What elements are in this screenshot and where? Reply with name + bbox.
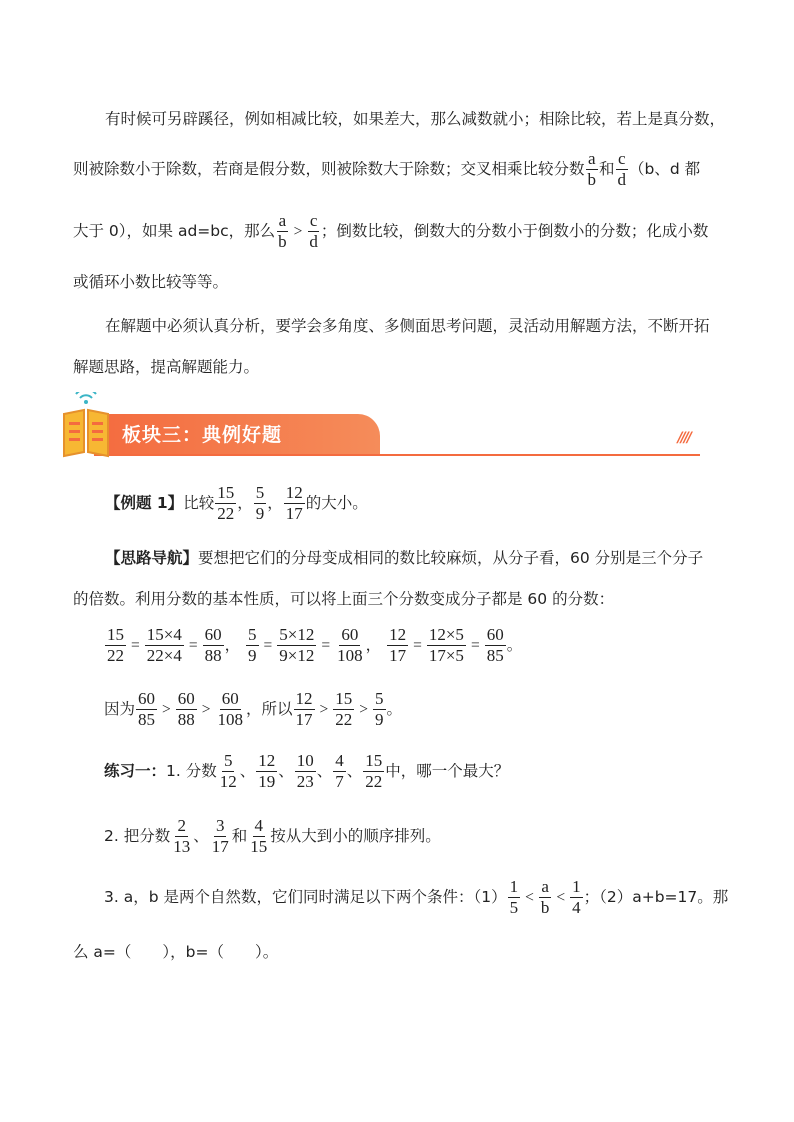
banner-rule: [94, 454, 700, 456]
numerator: 1: [509, 877, 519, 896]
intro-line-3: [73, 212, 734, 251]
numerator: 3: [215, 816, 225, 835]
fraction-1-4: [570, 878, 583, 917]
calc-eq: =: [321, 636, 331, 654]
intro-line-2: [73, 150, 734, 189]
intro-p1-l2c: （b、d 都: [629, 159, 701, 178]
calc-eq: =: [131, 636, 140, 654]
numerator: 12: [295, 689, 313, 708]
section-title: 板块三：典例好题: [122, 424, 283, 446]
denominator: 88: [204, 645, 222, 665]
calc-so: 所以: [261, 699, 293, 718]
numerator: 60: [204, 625, 222, 644]
denominator: 13: [173, 836, 191, 856]
numerator: a: [587, 149, 596, 168]
hint-l2: 的倍数。利用分数的基本性质，可以将上面三个分数变成分子都是 60 的分数：: [73, 590, 615, 608]
numerator: c: [309, 211, 318, 230]
calc-gt: >: [359, 700, 369, 718]
numerator: 60: [177, 689, 195, 708]
calc-line: [104, 626, 734, 665]
intro-p1-l3a: 大于 0），如果 ad=bc，那么: [73, 221, 276, 240]
denominator: 17: [295, 709, 313, 729]
numerator: 5: [223, 751, 233, 770]
example-1: [105, 484, 734, 523]
denominator: 12: [219, 771, 237, 791]
calc-period: 。: [506, 635, 523, 654]
calc-period: 。: [386, 699, 403, 718]
numerator: 1: [572, 877, 581, 896]
fraction-1-5: [508, 878, 521, 917]
numerator: 12: [285, 483, 303, 502]
fraction-12-17: [294, 690, 315, 729]
denominator: d: [309, 231, 318, 251]
practice-q3-b: ；（2）a+b=17。那: [583, 887, 729, 906]
calc-lt: <: [556, 888, 566, 906]
numerator: 15×4: [146, 625, 182, 644]
denominator: 85: [486, 645, 504, 665]
numerator: 5: [375, 689, 384, 708]
fraction-15-22: [215, 484, 236, 523]
numerator: 5: [248, 625, 257, 644]
numerator: 60: [221, 689, 239, 708]
intro-para2-line-2: [73, 355, 734, 377]
fraction-5-9: [246, 626, 259, 665]
practice-q1: [104, 752, 734, 791]
denominator: 85: [138, 709, 156, 729]
numerator: 15: [335, 689, 353, 708]
calc-gt: >: [162, 700, 171, 718]
fraction-5-9: [373, 690, 386, 729]
practice-q1-b: 中，哪一个最大？: [385, 761, 510, 780]
fraction-12x5-17x5: [427, 626, 466, 665]
intro-p1-l3b: ；倒数比较，倒数大的分数小于倒数小的分数；化成小数: [320, 221, 709, 240]
fraction-a-b: [539, 878, 552, 917]
fraction-12-17: [284, 484, 305, 523]
fraction-c-d: [307, 212, 320, 251]
numerator: a: [278, 211, 287, 230]
calc-eq: =: [413, 636, 422, 654]
fraction-60-88: [176, 690, 197, 729]
denominator: 22: [217, 503, 235, 523]
practice-q2-b: 和: [231, 826, 248, 845]
practice-q2-a: 2. 把分数: [104, 826, 171, 845]
numerator: 4: [254, 816, 263, 835]
fraction-10-23: [295, 752, 316, 791]
practice-q2-c: 按从大到小的顺序排列。: [270, 826, 441, 845]
numerator: 5×12: [279, 625, 315, 644]
calc-eq: =: [470, 636, 480, 654]
fraction-4-15: [248, 817, 269, 856]
practice-q3-l2: 么 a=（ ），b=（ ）。: [73, 943, 279, 961]
denominator: b: [278, 231, 287, 251]
fraction-a-b: [276, 212, 289, 251]
practice-q2: [104, 817, 734, 856]
fraction-c-d: [616, 150, 629, 189]
hint-label: 【思路导航】: [105, 549, 199, 567]
fraction-15-22: [105, 626, 126, 665]
numerator: a: [541, 877, 549, 896]
calc-comma: ，: [246, 699, 262, 718]
numerator: 10: [296, 751, 314, 770]
denominator: 17: [211, 836, 229, 856]
intro-line-4: [73, 270, 734, 292]
intro-p1-l4: 或循环小数比较等等。: [73, 273, 229, 291]
calc-eq: =: [263, 636, 273, 654]
practice-sep: 、: [278, 761, 294, 780]
fraction-a-b: [586, 150, 599, 189]
denominator: 5: [509, 897, 519, 917]
intro-p1-l1: 有时候可另辟蹊径，例如相减比较，如果差大，那么减数就小；相除比较，若上是真分数，: [105, 110, 726, 128]
practice-sep: 、: [193, 826, 209, 845]
calc-gt: >: [293, 222, 303, 240]
hint-line-2: [73, 587, 734, 609]
calc-gt: >: [201, 700, 211, 718]
numerator: 12: [258, 751, 276, 770]
fraction-5-12: [218, 752, 239, 791]
fraction-4-7: [333, 752, 346, 791]
book-icon: [60, 392, 112, 458]
denominator: 4: [572, 897, 581, 917]
denominator: 108: [217, 709, 244, 729]
example-comma: ，: [267, 493, 283, 512]
denominator: b: [540, 897, 550, 917]
practice-sep: 、: [239, 761, 256, 780]
compare-line: [104, 690, 734, 729]
denominator: 17×5: [428, 645, 464, 665]
hint-line-1: [105, 546, 734, 568]
denominator: 9×12: [279, 645, 315, 665]
denominator: 22: [335, 709, 353, 729]
numerator: 15: [107, 625, 124, 644]
numerator: 15: [365, 751, 383, 770]
fraction-3-17: [210, 817, 231, 856]
practice-q3: [104, 878, 734, 917]
intro-p2-l2: 解题思路，提高解题能力。: [73, 358, 260, 376]
practice-q1-a: 1. 分数: [166, 761, 217, 780]
intro-p2-l1: 在解题中必须认真分析，要学会多角度、多侧面思考问题，灵活动用解题方法，不断开拓: [105, 317, 710, 335]
numerator: 4: [335, 751, 344, 770]
numerator: c: [618, 149, 626, 168]
fraction-12-19: [256, 752, 277, 791]
denominator: 22×4: [146, 645, 182, 665]
fraction-12-17: [387, 626, 408, 665]
denominator: b: [587, 169, 597, 189]
hint-l1: 要想把它们的分母变成相同的数比较麻烦，从分子看，60 分别是三个分子: [198, 549, 704, 567]
calc-because: 因为: [104, 699, 136, 718]
denominator: 9: [255, 503, 265, 523]
practice-q3-a: 3. a，b 是两个自然数，它们同时满足以下两个条件：（1）: [104, 887, 507, 906]
fraction-15-22: [363, 752, 384, 791]
calc-comma: ，: [224, 635, 241, 654]
calc-comma: ，: [365, 635, 382, 654]
fraction-60-108: [335, 626, 365, 665]
denominator: 88: [177, 709, 195, 729]
numerator: 2: [177, 816, 186, 835]
example-comma: ，: [237, 493, 253, 512]
intro-p1-l2b: 和: [599, 159, 615, 178]
example-text-b: 的大小。: [305, 493, 368, 512]
denominator: 23: [296, 771, 314, 791]
fraction-2-13: [171, 817, 192, 856]
calc-eq: =: [188, 636, 198, 654]
fraction-60-85: [485, 626, 506, 665]
intro-para2-line-1: [105, 314, 734, 336]
intro-p1-l2a: 则被除数小于除数，若商是假分数，则被除数大于除数；交叉相乘比较分数: [73, 159, 585, 178]
fraction-15-22: [333, 690, 354, 729]
fraction-60-88: [203, 626, 224, 665]
example-label: 【例题 1】: [105, 493, 184, 512]
numerator: 12: [389, 625, 407, 644]
denominator: 17: [389, 645, 407, 665]
denominator: 19: [258, 771, 276, 791]
fraction-60-108: [216, 690, 246, 729]
denominator: 17: [285, 503, 303, 523]
practice-q3-line-2: [73, 940, 734, 962]
practice-label: 练习一：: [104, 761, 167, 780]
numerator: 5: [255, 483, 265, 502]
fraction-5-9: [254, 484, 267, 523]
practice-sep: 、: [346, 761, 363, 780]
banner-slashes: ////: [677, 430, 690, 446]
fraction-5x12-9x12: [277, 626, 316, 665]
denominator: 22: [365, 771, 383, 791]
intro-line-1: [105, 107, 734, 129]
numerator: 15: [217, 483, 235, 502]
denominator: 22: [107, 645, 124, 665]
denominator: d: [617, 169, 627, 189]
fraction-15x4-22x4: [145, 626, 184, 665]
numerator: 60: [341, 625, 359, 644]
denominator: 7: [335, 771, 344, 791]
fraction-60-85: [136, 690, 157, 729]
denominator: 9: [248, 645, 257, 665]
calc-gt: >: [319, 700, 329, 718]
practice-sep: 、: [316, 761, 333, 780]
section-banner: [60, 392, 700, 462]
numerator: 60: [486, 625, 504, 644]
numerator: 12×5: [428, 625, 464, 644]
denominator: 15: [250, 836, 268, 856]
calc-lt: <: [525, 888, 534, 906]
example-text-a: 比较: [183, 493, 215, 512]
numerator: 60: [138, 689, 156, 708]
denominator: 9: [375, 709, 384, 729]
denominator: 108: [337, 645, 363, 665]
